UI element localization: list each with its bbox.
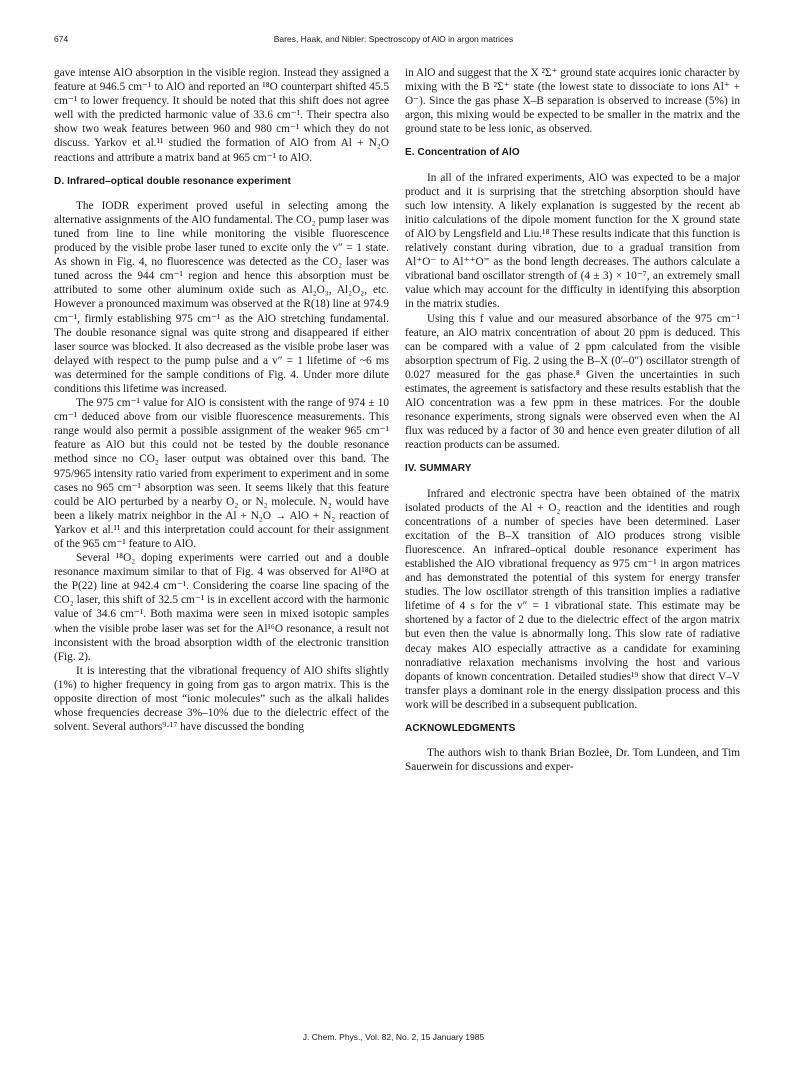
section-e-heading: E. Concentration of AlO xyxy=(405,147,520,159)
section-d-paragraph-3: Several ¹⁸O₂ doping experiments were carried out and a double resonance maximum similar to that of Fig. 4 was observed for Al¹⁸O at the P(22) line at 942.4 cm⁻¹. Considering the coarse line spacing of the CO₂ laser, this shift of 32.5 cm⁻¹ is in excellent accord with the harmonic value of 34.6 cm⁻¹. Both maxima were seen in mixed isotopic samples when the visible probe laser was set for the Al¹⁶O resonance, a result not inconsistent with the broad absorption width of the electronic transition (Fig. 2). xyxy=(54,552,389,663)
left-column xyxy=(54,66,389,734)
running-title: Bares, Haak, and Nibler: Spectroscopy of AlO in argon matrices xyxy=(273,34,514,44)
summary-heading: IV. SUMMARY xyxy=(405,463,472,475)
intro-paragraph-left: gave intense AlO absorption in the visible region. Instead they assigned a feature at 946.5 cm⁻¹ to AlO and reported an ¹⁸O counterpart shifted 45.5 cm⁻¹ to lower frequency. It should be noted that this shift does not agree well with the predicted harmonic value of 33.6 cm⁻¹. Their spectra also show two weak features between 960 and 980 cm⁻¹ which they do not discuss. Yarkov et al.¹¹ studied the formation of AlO from Al + N₂O reactions and attribute a matrix band at 965 cm⁻¹ to AlO. xyxy=(54,67,389,164)
section-e-paragraph-1: In all of the infrared experiments, AlO was expected to be a major product and it is surprising that the stretching absorption should have such low intensity. A likely explanation is suggested by the recent ab initio calculations of the dipole moment function for the X ground state of AlO by Lengsfield and Liu.¹⁸ These results indicate that this function is relatively constant during vibration, due to a gradual transition from Al⁺O⁻ to Al⁺⁺O⁼ as the bond length decreases. The authors calculate a vibrational band oscillator strength of (4 ± 3) × 10⁻⁷, an extremely small value which may account for the difficulty in identifying this absorption in the matrix studies. xyxy=(405,171,740,311)
right-column xyxy=(405,66,740,774)
section-d-paragraph-1: The IODR experiment proved useful in selecting among the alternative assignments of the AlO fundamental. The CO₂ pump laser was tuned from line to line while monitoring the visible fluorescence produced by the visible probe laser tuned to excite only the v″ = 1 state. As shown in Fig. 4, no fluorescence was detected as the CO₂ laser was tuned across the 944 cm⁻¹ region and hence this absorption must be attributed to some other aluminum oxide such as Al₂O₃, Al₂O₂, etc. However a pronounced maximum was observed at the R(18) line at 974.9 cm⁻¹, firmly establishing 975 cm⁻¹ as the AlO stretching fundamental. The double resonance signal was quite strong and disappeared if either laser source was blocked. It also decreased as the visible probe laser was delayed with respect to the pump pulse and a v″ = 1 lifetime of ~6 ms was determined for the sample conditions of Fig. 4. Under more dilute conditions this lifetime was increased. xyxy=(54,199,389,395)
running-header xyxy=(54,34,733,48)
summary-paragraph: Infrared and electronic spectra have been obtained of the matrix isolated products of the Al + O₂ reaction and the identities and rough concentrations of a number of species have been determined. Laser excitation of the B–X transition of AlO produces strong visible fluorescence. An infrared–optical double resonance experiment has established the AlO vibrational frequency as 975 cm⁻¹ in argon matrices and has demonstrated the potential of this system for energy transfer studies. The low oscillator strength of this transition implies a radiative lifetime of 4 s for the v″ = 1 vibrational state. This estimate may be shortened by a factor of 2 due to the dielectric effect of the argon matrix but even then the value is abnormally long. This slow rate of radiative decay makes AlO especially attractive as a candidate for examining nonradiative relaxation mechanisms involving the host and various dopants of known concentration. Detailed studies¹⁹ show that direct V–V transfer plays a dominant role in the energy dissipation process and this work will be described in a subsequent publication. xyxy=(405,487,740,711)
section-e-paragraph-2: Using this f value and our measured absorbance of the 975 cm⁻¹ feature, an AlO matrix concentration of about 20 ppm is deduced. This can be compared with a value of 2 ppm calculated from the visible absorption spectrum of Fig. 2 using the B–X (0′–0″) oscillator strength of 0.027 measured for the gas phase.⁸ Given the uncertainties in such estimates, the agreement is satisfactory and these results establish that the AlO concentration was a few ppm in these matrices. For the double resonance experiments, strong signals were observed even when the Al flux was reduced by a factor of 30 and hence even greater dilution of all reaction products can be assumed. xyxy=(405,312,740,452)
page-number: 674 xyxy=(54,34,69,44)
acknowledgments-heading: ACKNOWLEDGMENTS xyxy=(405,723,516,735)
acknowledgments-paragraph: The authors wish to thank Brian Bozlee, Dr. Tom Lundeen, and Tim Sauerwein for discussions and exper- xyxy=(405,747,740,774)
intro-paragraph-right: in AlO and suggest that the X ²Σ⁺ ground state acquires ionic character by mixing with the B ²Σ⁺ state (the lowest state to dissociate to ions Al⁺ + O⁻). Since the gas phase X–B separation is observed to increase (5%) in argon, this mixing would be expected to be smaller in the matrix and the ground state to be less ionic, as observed. xyxy=(405,67,740,136)
section-d-paragraph-2: The 975 cm⁻¹ value for AlO is consistent with the range of 974 ± 10 cm⁻¹ deduced above from our visible fluorescence measurements. This range would also permit a possible assignment of the weaker 965 cm⁻¹ feature as AlO but this could not be tested by the double resonance method since no CO₂ laser output was obtained over this band. The 975/965 intensity ratio varied from experiment to experiment and in some cases no 965 cm⁻¹ absorption was seen. It seems likely that this feature could be AlO perturbed by a nearby O₂ or N₂ molecule. N₂ would have been a likely matrix neighbor in the Al + N₂O → AlO + N₂ reaction of Yarkov et al.¹¹ and this interpretation could account for their assignment of the 965 cm⁻¹ feature to AlO. xyxy=(54,397,389,550)
section-d-paragraph-4: It is interesting that the vibrational frequency of AlO shifts slightly (1%) to higher frequency in going from gas to argon matrix. This is the opposite direction of most “ionic molecules” such as the alkali halides whose frequencies decrease 3%–10% due to the dielectric effect of the solvent. Several authors⁹·¹⁷ have discussed the bonding xyxy=(54,664,389,734)
section-d-heading: D. Infrared–optical double resonance experiment xyxy=(54,175,291,187)
journal-citation-footer: J. Chem. Phys., Vol. 82, No. 2, 15 January 1985 xyxy=(302,1032,485,1042)
